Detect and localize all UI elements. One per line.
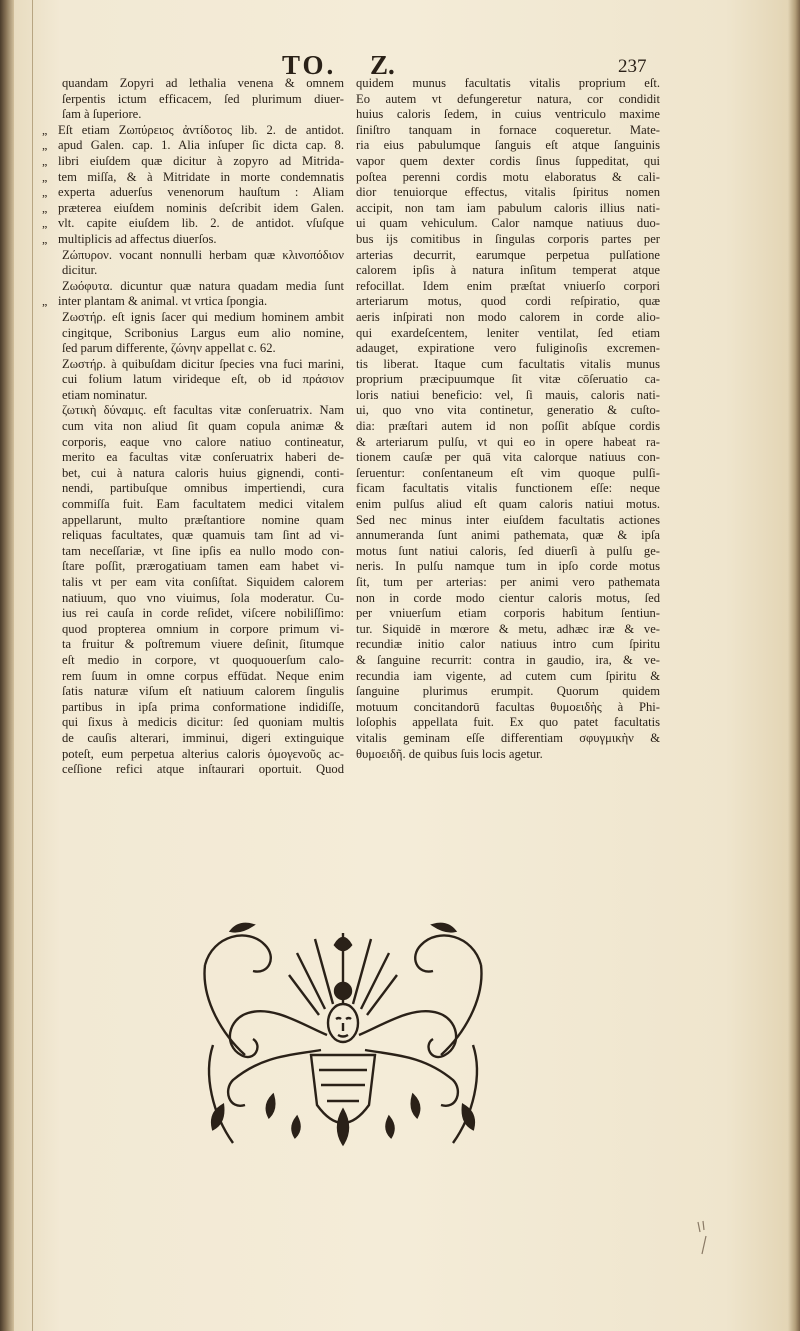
line-text: dia: præſtari autem id non poſſit abſque cordis bbox=[356, 419, 660, 434]
text-line bbox=[62, 747, 344, 763]
text-line bbox=[62, 606, 344, 622]
line-text: vapor quem dexter cordis ſinus ſuppeditat, qui bbox=[356, 153, 660, 168]
line-text: poſtea perenni cordis motu elaboratus & cali- bbox=[356, 169, 660, 184]
line-text: arteriarum motus, quod cordi reſpiratio, quæ bbox=[356, 294, 660, 309]
quote-marker: „ bbox=[42, 185, 48, 200]
line-text: ficam facultatis vitalis functionem eſſe: neque bbox=[356, 481, 660, 496]
text-line bbox=[62, 92, 344, 108]
text-line bbox=[356, 466, 660, 482]
line-text: ſeruentur: conſentaneum eſt vim quoque pulſi- bbox=[356, 465, 660, 480]
quote-marker: „ bbox=[42, 294, 48, 309]
text-line bbox=[356, 76, 660, 92]
quote-marker: „ bbox=[42, 169, 48, 184]
line-text: arterias decurrit, earumque perpetua pulſatione bbox=[356, 247, 660, 262]
text-line bbox=[62, 419, 344, 435]
text-line bbox=[356, 154, 660, 170]
line-text: apud Galen. cap. 1. Alia inſuper ſic dicta cap. 8. bbox=[58, 138, 344, 153]
text-line bbox=[62, 76, 344, 92]
text-line bbox=[356, 357, 660, 373]
text-line bbox=[42, 294, 344, 310]
line-text: loſophis appellata fuit. Ex quo patet facultatis bbox=[356, 715, 660, 730]
text-line bbox=[356, 747, 660, 763]
line-text: vitalis geminam eſſe differentiam σφυγμικὴν & bbox=[356, 730, 660, 745]
text-line bbox=[62, 715, 344, 731]
text-line bbox=[62, 466, 344, 482]
line-text: Ζωστήρ. eſt ignis ſacer qui medium hominem ambit bbox=[62, 309, 344, 324]
line-text: ſanguine plurimus erumpit. Quorum quidem bbox=[356, 684, 660, 699]
line-text: non in corde modo cientur caloris motus, ſed bbox=[356, 590, 660, 605]
text-line bbox=[356, 606, 660, 622]
text-line bbox=[356, 294, 660, 310]
line-text: ſatis naturæ viſum eſt natiuum calorem ſingulis bbox=[62, 684, 344, 699]
line-text: inter plantam & animal. vt vrtica ſpongia. bbox=[58, 294, 268, 309]
line-text: Ζωστήρ. à quibuſdam dicitur ſpecies vna fuci marini, bbox=[62, 356, 344, 371]
line-text: accipit, non tam iam pabulum caloris illius nati- bbox=[356, 200, 660, 215]
text-line bbox=[62, 341, 344, 357]
line-text: experta aduerſus venenorum hauſtum : Aliam bbox=[58, 185, 344, 200]
text-line bbox=[356, 341, 660, 357]
text-line bbox=[42, 138, 344, 154]
text-line bbox=[42, 185, 344, 201]
text-line bbox=[356, 481, 660, 497]
line-text: tam neceſſariæ, vt ſine ipſis ea nullo modo con- bbox=[62, 543, 344, 558]
text-line bbox=[62, 513, 344, 529]
line-text: ria eius pabulumque ſanguis eſt atque ſanguinis bbox=[356, 138, 660, 153]
printer-ornament-icon bbox=[193, 905, 493, 1160]
line-text: & ſanguine recurrit: contra in gaudio, ira, & ve- bbox=[356, 652, 660, 667]
line-text: ceſſione refici atque inſtaurari oportuit. Quod bbox=[62, 762, 344, 777]
line-text: libri eiuſdem quæ dicitur à zopyro ad Mitrida- bbox=[58, 153, 344, 168]
quote-marker: „ bbox=[42, 200, 48, 215]
line-text: ſam à ſuperiore. bbox=[62, 107, 142, 122]
text-line bbox=[356, 669, 660, 685]
line-text: ui quam vehiculum. Calor namque natiuus duo- bbox=[356, 216, 660, 231]
line-text: tem miſſa, & à Mitridate in morte condemnatis bbox=[58, 169, 344, 184]
line-text: Eo autem vt defungeretur natura, cor condidit bbox=[356, 91, 660, 106]
running-head-left: TO. bbox=[282, 50, 337, 80]
line-text: cum vita non aliud ſit quam copula animæ & bbox=[62, 419, 344, 434]
text-line bbox=[42, 169, 344, 186]
text-line bbox=[62, 248, 344, 264]
text-line bbox=[356, 232, 660, 248]
line-text: refocillat. Idem enim præſtat vniuerſo corpori bbox=[356, 278, 660, 293]
text-line bbox=[62, 653, 344, 669]
line-text: nendi, partibuſque omnibus impertiendi, cura bbox=[62, 481, 344, 496]
line-text: & arteriarum pulſu, vt qui eo in opere habeat ra- bbox=[356, 434, 660, 449]
text-line bbox=[356, 528, 660, 544]
line-text: præterea eiuſdem nominis deſcribit idem Galen. bbox=[58, 200, 344, 215]
quote-marker: „ bbox=[42, 216, 48, 231]
text-line bbox=[356, 388, 660, 404]
line-text: ſit, tum per arterias: per animi vero pathemata bbox=[356, 575, 660, 589]
line-text: de cauſis alterari, imminui, digeri extinguique bbox=[62, 730, 344, 745]
line-text: calorem ipſis à natura inſitum temperat atque bbox=[356, 263, 660, 278]
text-line bbox=[356, 544, 660, 560]
line-text: recundia iam vigente, ad cutem cum ſpiritu & bbox=[356, 668, 660, 683]
page-number: 237 bbox=[618, 56, 647, 77]
line-text: etiam nominatur. bbox=[62, 387, 148, 402]
text-line bbox=[356, 497, 660, 513]
line-text: huius caloris ſedem, in cuius ventriculo maxime bbox=[356, 107, 660, 122]
text-line bbox=[62, 559, 344, 575]
line-text: enim pulſus aliud eſt quam caloris natiui motus. bbox=[356, 497, 660, 512]
text-line bbox=[62, 107, 344, 123]
line-text: ζωτικὴ δύναμις. eſt facultas vitæ conſeruatrix. Nam bbox=[62, 403, 344, 418]
line-text: ui, quo vno vita continetur, generatio & cuſto- bbox=[356, 403, 660, 418]
text-line bbox=[62, 669, 344, 685]
text-line bbox=[356, 731, 660, 747]
text-line bbox=[356, 185, 660, 201]
page-edge-rule bbox=[32, 0, 33, 1331]
line-text: ius rei cauſa in corde reſidet, viſcere nobiliſſimo: bbox=[62, 606, 344, 621]
line-text: bus ijs comitibus in ſingulas corporis partes per bbox=[356, 231, 660, 246]
text-line bbox=[62, 279, 344, 295]
line-text: ſtare poſſit, prærogatiuam tamen eam habet vi- bbox=[62, 559, 344, 574]
book-spine-shadow bbox=[0, 0, 14, 1331]
text-line bbox=[356, 170, 660, 186]
line-text: motus ſunt natiui caloris, ſed diuerſi à pulſu ge- bbox=[356, 543, 660, 558]
line-text: cingitque, Scribonius Largus eum alio nomine, bbox=[62, 325, 344, 340]
text-line bbox=[356, 107, 660, 123]
text-line bbox=[356, 591, 660, 607]
text-line bbox=[62, 591, 344, 607]
line-text: per vniuerſum etiam corporis habitum ſentiun- bbox=[356, 606, 660, 621]
line-text: Ζωόφυτα. dicuntur quæ natura quadam media ſunt bbox=[62, 278, 344, 293]
line-text: θυμοειδῆ. de quibus ſuis locis agetur. bbox=[356, 746, 543, 761]
text-line bbox=[356, 700, 660, 716]
text-line bbox=[62, 263, 344, 279]
text-line bbox=[356, 92, 660, 108]
line-text: quandam Zopyri ad lethalia venena & omnem bbox=[62, 76, 344, 90]
text-line bbox=[62, 481, 344, 497]
line-text: loris natiui beneficio: vel, ſi mauis, caloris nati- bbox=[356, 387, 660, 402]
line-text: eſt medio in corpore, vt quoquouerſum calo- bbox=[62, 652, 344, 667]
line-text: recundiæ initio calor natiuus intro cum ſpiritu bbox=[356, 637, 660, 652]
text-line bbox=[62, 731, 344, 747]
line-text: Sed nec minus inter eiuſdem facultatis actiones bbox=[356, 512, 660, 527]
text-line bbox=[356, 310, 660, 326]
line-text: Eſt etiam Ζωπύρειος ἀντίδοτος lib. 2. de antidot. bbox=[58, 122, 344, 137]
text-line bbox=[42, 231, 344, 248]
line-text: tis liberat. Itaque cum facultatis vitalis munus bbox=[356, 356, 660, 371]
text-line bbox=[62, 357, 344, 373]
text-line bbox=[42, 216, 344, 232]
text-line bbox=[62, 310, 344, 326]
text-line bbox=[62, 435, 344, 451]
quote-marker: „ bbox=[42, 122, 48, 137]
text-line bbox=[42, 122, 344, 139]
text-line bbox=[62, 388, 344, 404]
line-text: ſiniſtro tanquam in fornace coqueretur. Mate- bbox=[356, 122, 660, 137]
left-text-column bbox=[42, 76, 344, 778]
line-text: neris. In pulſu namque tum in ipſo corde motus bbox=[356, 559, 660, 574]
text-line bbox=[356, 326, 660, 342]
line-text: ſerpentis ictum efficacem, ſed plurimum diuer- bbox=[62, 91, 344, 106]
line-text: tur. Siquidē in mœrore & metu, adhæc iræ & ve- bbox=[356, 621, 660, 636]
quote-marker: „ bbox=[42, 153, 48, 168]
text-line bbox=[356, 372, 660, 388]
text-line bbox=[356, 279, 660, 295]
text-line bbox=[62, 762, 344, 778]
line-text: adauget, expiratione vero fuliginoſis excremen- bbox=[356, 341, 660, 356]
text-line bbox=[356, 653, 660, 669]
line-text: aeris inſpirati non modo calorem in corde alio- bbox=[356, 309, 660, 324]
line-text: motuum concitandorū facultas θυμοειδὴς à Phi- bbox=[356, 699, 660, 714]
text-line bbox=[62, 544, 344, 560]
text-line bbox=[356, 435, 660, 451]
text-line bbox=[62, 622, 344, 638]
pencil-mark bbox=[694, 1218, 714, 1258]
quote-marker: „ bbox=[42, 138, 48, 153]
quote-marker: „ bbox=[42, 231, 48, 246]
line-text: ſed parum differente, ζώνην appellat c. 62. bbox=[62, 341, 276, 356]
text-line bbox=[62, 326, 344, 342]
line-text: talis vt per eam vita conſiſtat. Siquidem calorem bbox=[62, 575, 344, 589]
text-line bbox=[62, 450, 344, 466]
line-text: quidem munus facultatis vitalis proprium eſt. bbox=[356, 76, 660, 90]
text-line bbox=[356, 715, 660, 731]
line-text: dior tenuiorque effectus, vitalis ſpiritus nomen bbox=[356, 185, 660, 200]
running-head-right: Z. bbox=[370, 50, 395, 80]
text-line bbox=[62, 528, 344, 544]
line-text: corporis, eaque vno calore natiuo contineatur, bbox=[62, 434, 344, 449]
line-text: partibus in ipſa prima conformatione indidiſſe, bbox=[62, 699, 344, 714]
line-text: proprium præcipuumque ſit vitæ cōſeruatio ca- bbox=[356, 372, 660, 387]
text-line bbox=[42, 200, 344, 217]
text-line bbox=[62, 575, 344, 591]
text-line bbox=[62, 497, 344, 513]
text-line bbox=[356, 575, 660, 591]
line-text: reliquas facultates, quæ quamuis tam ſint ad vi- bbox=[62, 528, 344, 543]
text-line bbox=[356, 637, 660, 653]
text-line bbox=[356, 450, 660, 466]
line-text: ta fruitur & poſtremum viuere deſinit, ſitumque bbox=[62, 637, 344, 652]
page-fore-edge bbox=[788, 0, 800, 1331]
text-line bbox=[62, 637, 344, 653]
text-line bbox=[356, 201, 660, 217]
line-text: commiſſa fuit. Eam facultatem medici vitalem bbox=[62, 497, 344, 512]
text-line bbox=[356, 123, 660, 139]
line-text: quod propterea omnium in corpore primum vi- bbox=[62, 621, 344, 636]
text-line bbox=[62, 700, 344, 716]
text-line bbox=[356, 216, 660, 232]
text-line bbox=[62, 372, 344, 388]
text-line bbox=[62, 684, 344, 700]
text-line bbox=[356, 559, 660, 575]
line-text: Ζώπυρον. vocant nonnulli herbam quæ κλινοπόδιον bbox=[62, 247, 344, 262]
line-text: natiuum, quo vno viuimus, ſola moderatur. Cu- bbox=[62, 590, 344, 605]
line-text: appellarunt, multo præſtantiore nomine quam bbox=[62, 512, 344, 527]
text-line bbox=[356, 248, 660, 264]
text-line bbox=[356, 622, 660, 638]
text-line bbox=[356, 513, 660, 529]
text-line bbox=[356, 403, 660, 419]
line-text: multiplicis ad affectus diuerſos. bbox=[58, 231, 217, 246]
line-text: annumeranda ſunt animi pathemata, quæ & ipſa bbox=[356, 528, 660, 543]
text-line bbox=[356, 263, 660, 279]
text-line bbox=[42, 153, 344, 170]
line-text: cui folium latum virideque eſt, ob id πράσιον bbox=[62, 372, 344, 387]
text-line bbox=[356, 138, 660, 154]
line-text: merito ea facultas vitæ conſeruatrix haberi de- bbox=[62, 450, 344, 465]
right-text-column bbox=[356, 76, 660, 762]
line-text: tionem cauſæ per quā vita calorque natiuus con- bbox=[356, 450, 660, 465]
line-text: bet, cui à natura caloris huius gignendi, conti- bbox=[62, 465, 344, 480]
text-line bbox=[356, 684, 660, 700]
text-line bbox=[62, 403, 344, 419]
line-text: vlt. capite eiuſdem lib. 2. de antidot. vſuſque bbox=[58, 216, 344, 231]
line-text: poteſt, eum perpetua alterius caloris ὁμογενοῦς ac- bbox=[62, 746, 344, 761]
line-text: dicitur. bbox=[62, 263, 98, 278]
text-line bbox=[356, 419, 660, 435]
line-text: qui exardeſcentem, leniter ventilat, ſed etiam bbox=[356, 325, 660, 340]
line-text: rem ſuum in omne corpus effūdat. Neque enim bbox=[62, 668, 344, 683]
line-text: qui ſixus à medicis dicitur: ſed quoniam multis bbox=[62, 715, 344, 730]
